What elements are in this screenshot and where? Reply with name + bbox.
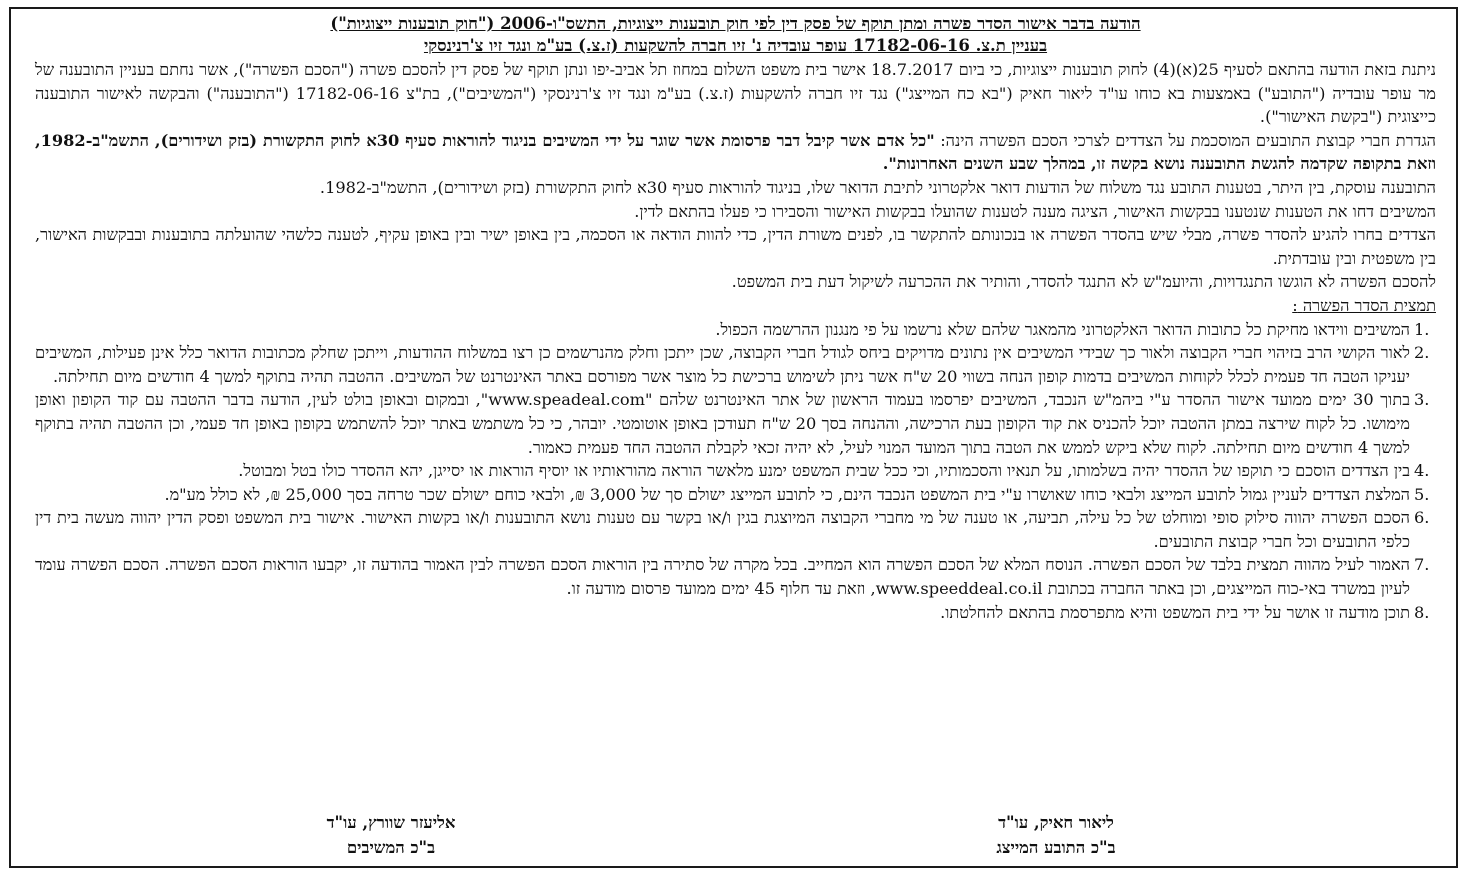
item-number: 3.	[1414, 390, 1430, 410]
signature-name: ליאור חאיק, עו"ד	[998, 813, 1114, 832]
item-text: תוכן מודעה זו אושר על ידי בית המשפט והיא מתפרסמת בהתאם להחלטתו.	[940, 602, 1410, 622]
item-number: 2.	[1414, 343, 1430, 363]
signature-role: ב"כ התובע המייצג	[996, 838, 1116, 857]
paragraph-intro: ניתנת בזאת הודעה בהתאם לסעיף 25(א)(4) לחוק תובענות ייצוגיות, כי ביום 18.7.2017 אישר בית משפט השלום במחוז תל אביב-יפו ונתן תוקף של פסק דין להסכם פשרה ("הסכם הפשרה"), אשר נחתם בעניין התובענה של מר עופר עובדיה ("התובע") באמצעות בא כוחו עו"ד ליאור חאיק ("בא כח המייצג") נגד זיו חברה להשקעות (ז.צ.) בע"מ ונגד זיו צ'רנינסקי ("המשיבים"), בת"צ 17182-06-16 ("התובענה") והבקשה לאישור התובענה כייצוגית ("בקשת האישור").	[35, 60, 1436, 127]
item-number: 8.	[1414, 602, 1430, 622]
item-text: המשיבים ווידאו מחיקת כל כתובות הדואר האלקטרוני מהמאגר שלהם שלא נרשמו על פי מנגנון ההרשמה הכפול.	[715, 319, 1410, 339]
list-item	[35, 483, 1430, 507]
item-text: בין הצדדים הוסכם כי תוקפו של ההסדר יהיה בשלמותו, על תנאיו והסכמותיו, וכי ככל שבית המשפט ימנע מלאשר הוראה מהוראותיו או יוסיף הוראות או יסייגן, יהא ההסדר כולו בטל ומבוטל.	[238, 461, 1410, 481]
item-number: 4.	[1414, 461, 1430, 481]
class-definition-text: "כל אדם אשר קיבל דבר פרסומת אשר שוגר על ידי המשיבים בניגוד להוראות סעיף 30א לחוק התקשורת (בזק ושידורים), התשמ"ב-1982, וזאת בתקופה שקדמה להגשת התובענה נושא בקשה זו, במהלך שבע השנים האחרונות".	[35, 130, 1436, 174]
list-item	[35, 318, 1430, 342]
paragraph-respondents-position: המשיבים דחו את הטענות שנטענו בבקשות האישור, הציגה מענה לטענות שהועלו בבקשות האישור והסבירו כי פעלו בהתאם לדין.	[634, 201, 1436, 221]
item-text: לאור הקושי הרב בזיהוי חברי הקבוצה ולאור כך שבידי המשיבים אין נתונים מדויקים ביחס לגודל חברי הקבוצה, שכן ייתכן וחלק מהנרשמים כן רצו במשלוח ההודעות, וייתכן שחלק מכתובות הדואר כלל אינן פעילות, המשיבים יעניקו הטבה חד פעמית לכלל לקוחות המשיבים בדמות קופון הנחה בשווי 20 ש"ח אשר ניתן לשימוש ברכישת כל מוצר אשר מפורסם באתר האינטרנט של המשיבים. ההטבה תהיה בתוקף למשך 4 חודשים מיום תחילתה.	[35, 343, 1410, 386]
paragraph-claim-subject: התובענה עוסקת, בין היתר, בטענות התובע נגד משלוח של הודעות דואר אלקטרוני לתיבת הדואר שלו, בניגוד להוראות סעיף 30א לחוק התקשורת (בזק ושידורים), התשמ"ב-1982.	[319, 177, 1436, 197]
item-number: 7.	[1414, 555, 1430, 575]
paragraph-no-objections: להסכם הפשרה לא הוגשו התנגדויות, והיועמ"ש לא התנגד להסדר, והותיר את ההכרעה לשיקול דעת בית המשפט.	[731, 272, 1436, 292]
settlement-summary-heading-text: תמצית הסדר הפשרה	[1302, 295, 1436, 315]
paragraph-class-definition	[35, 129, 1436, 176]
legal-notice-frame	[9, 7, 1458, 868]
item-text: המלצת הצדדים לעניין גמול לתובע המייצג ולבאי כוחו שאושרו ע"י בית המשפט הנכבד הינם, כי לתובע המייצג ישולם סך של 3,000 ₪, ולבאי כוחם ישולם שכר טרחה בסך 25,000 ₪, לא כולל מע"מ.	[164, 484, 1410, 504]
item-text: בתוך 30 ימים ממועד אישור ההסדר ע"י ביהמ"ש הנכבד, המשיבים יפרסמו בעמוד הראשון של אתר האינטרנט שלהם "www.speadeal.com", ובמקום ובאופן בולט לעין, הודעה בדבר ההטבה עם קוד הקופון ואופן מימושו. כל לקוח שירצה במתן ההטבה יוכל להכניס את קוד הקופון בעת הרכישה, וההנחה בסך 20 ש"ח תעודכן באופן אוטומטי. יובהר, כי כל משתמש באתר יוכל להשתמש בקופון באופן חד פעמי, וכן ההטבה תהיה בתוקף למשך 4 חודשים מיום תחילתה. לקוח שלא ביקש לממש את הטבה בתוך המועד המנוי לעיל, לא יהיה זכאי לקבלת ההטבה החד פעמית כאמור.	[35, 390, 1410, 457]
list-item	[35, 388, 1430, 459]
settlement-items-list	[35, 318, 1436, 625]
signature-role: ב"כ המשיבים	[346, 838, 436, 857]
settlement-summary-heading	[35, 294, 1436, 318]
list-item	[35, 459, 1430, 483]
notice-title-line-2: בעניין ת.צ. 17182-06-16 עופר עובדיה נ' זיו חברה להשקעות (ז.צ.) בע"מ ונגד זיו צ'רנינסקי	[423, 36, 1048, 55]
legal-notice	[11, 9, 1456, 624]
list-item	[35, 341, 1430, 388]
list-item	[35, 553, 1430, 600]
signature-respondents-counsel	[241, 810, 541, 860]
item-text: הסכם הפשרה יהווה סילוק סופי ומוחלט של כל עילה, תביעה, או טענה של מי מחברי הקבוצה המיוצגת בגין ו/או בקשר עם טענות נושא התובענות ו/או בקשות האישור. אישור בית המשפט ופסק הדין יהווה מעשה בית דין כלפי התובעים וכל חברי קבוצת התובעים.	[35, 508, 1410, 551]
item-number: 1.	[1414, 319, 1430, 339]
list-item	[35, 506, 1430, 553]
notice-title-line-1: הודעה בדבר אישור הסדר פשרה ומתן תוקף של פסק דין לפי חוק תובענות ייצוגיות, התשס"ו-2006 ("חוק תובענות ייצוגיות")	[330, 14, 1141, 33]
signature-plaintiff-counsel	[906, 810, 1206, 860]
signature-name: אליעזר שוורץ, עו"ד	[326, 813, 456, 832]
list-item	[35, 601, 1430, 625]
settlement-summary-heading-colon: :	[1292, 295, 1298, 315]
item-number: 6.	[1414, 508, 1430, 528]
item-text: האמור לעיל מהווה תמצית בלבד של הסכם הפשרה. הנוסח המלא של הסכם הפשרה הוא המחייב. בכל מקרה של סתירה בין הוראות הסכם הפשרה לבין האמור בהודעה זו, יקבעו הוראות הסכם הפשרה. הסכם הפשרה עומד לעיון במשרד באי-כוח המייצגים, וכן באתר החברה בכתובת www.speeddeal.co.il, וזאת עד חלוף 45 ימים ממועד פרסום מודעה זו.	[35, 555, 1410, 599]
class-definition-intro: הגדרת חברי קבוצת התובעים המוסכמת על הצדדים לצרכי הסכם הפשרה הינה:	[940, 130, 1436, 150]
paragraph-no-admission: הצדדים בחרו להגיע להסדר פשרה, מבלי שיש בהסדר הפשרה או בנכונותם להתקשר בו, לפנים משורת הדין, כדי להוות הודאה או הסכמה, בין באופן ישיר ובין באופן עקיף, לטענה כלשהי שהועלתה בתובענות ובבקשות האישור, בין משפטית ובין עובדתית.	[35, 225, 1436, 268]
item-number: 5.	[1414, 484, 1430, 504]
